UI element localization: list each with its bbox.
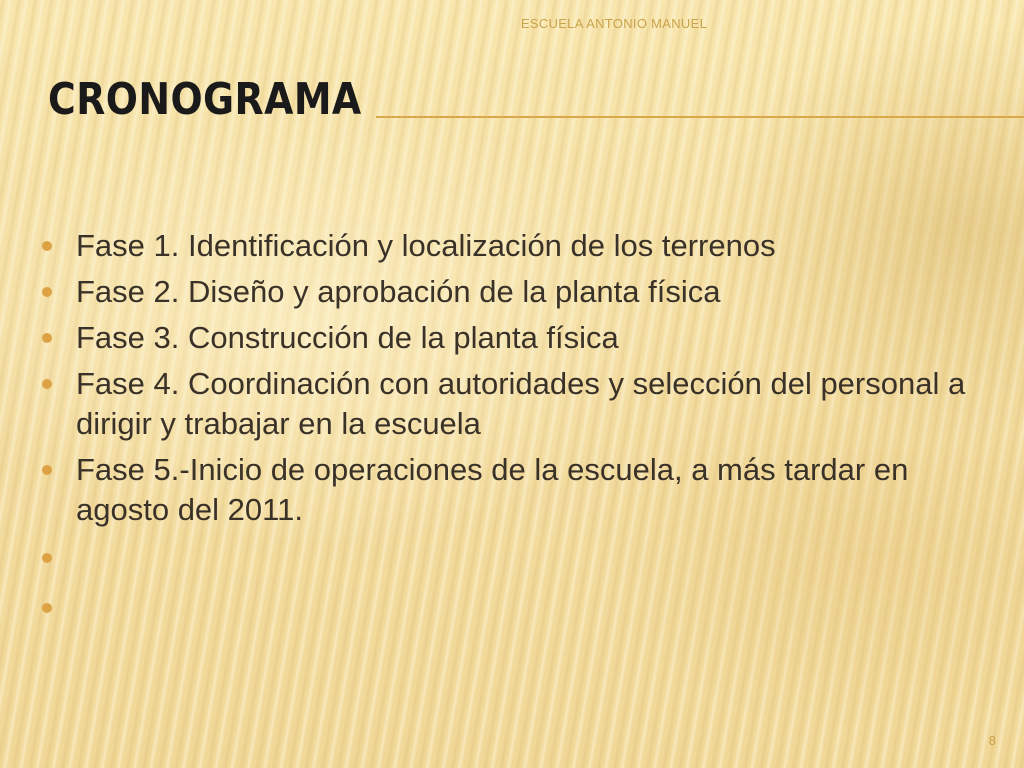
bullet-item-2 xyxy=(40,272,980,312)
bullet-dot-icon xyxy=(42,333,52,343)
slide-header: ESCUELA ANTONIO MANUEL xyxy=(520,16,708,31)
bullet-dot-icon xyxy=(42,287,52,297)
bullet-dot-icon xyxy=(42,465,52,475)
bullet-text-5: Fase 5.-Inicio de operaciones de la escuela, a más tardar en agosto del 2011. xyxy=(76,452,909,527)
bullet-text-3: Fase 3. Construcción de la planta física xyxy=(76,320,619,355)
title-underline xyxy=(376,116,1024,118)
bullet-text-1: Fase 1. Identificación y localización de los terrenos xyxy=(76,228,776,263)
bullet-item-5 xyxy=(40,450,980,530)
bullet-item-7 xyxy=(40,588,980,628)
bullet-text-2: Fase 2. Diseño y aprobación de la planta física xyxy=(76,274,721,309)
bullet-text-4: Fase 4. Coordinación con autoridades y selección del personal a dirigir y trabajar en la escuela xyxy=(76,366,966,441)
bullet-item-4 xyxy=(40,364,980,444)
bullet-dot-icon xyxy=(42,379,52,389)
bullet-list xyxy=(40,226,980,638)
bullet-item-3 xyxy=(40,318,980,358)
page-number: 8 xyxy=(988,733,996,748)
slide-title: CRONOGRAMA xyxy=(48,74,362,125)
bullet-dot-icon xyxy=(42,553,52,563)
bullet-item-1 xyxy=(40,226,980,266)
bullet-item-6 xyxy=(40,538,980,578)
bullet-dot-icon xyxy=(42,241,52,251)
bullet-dot-icon xyxy=(42,603,52,613)
